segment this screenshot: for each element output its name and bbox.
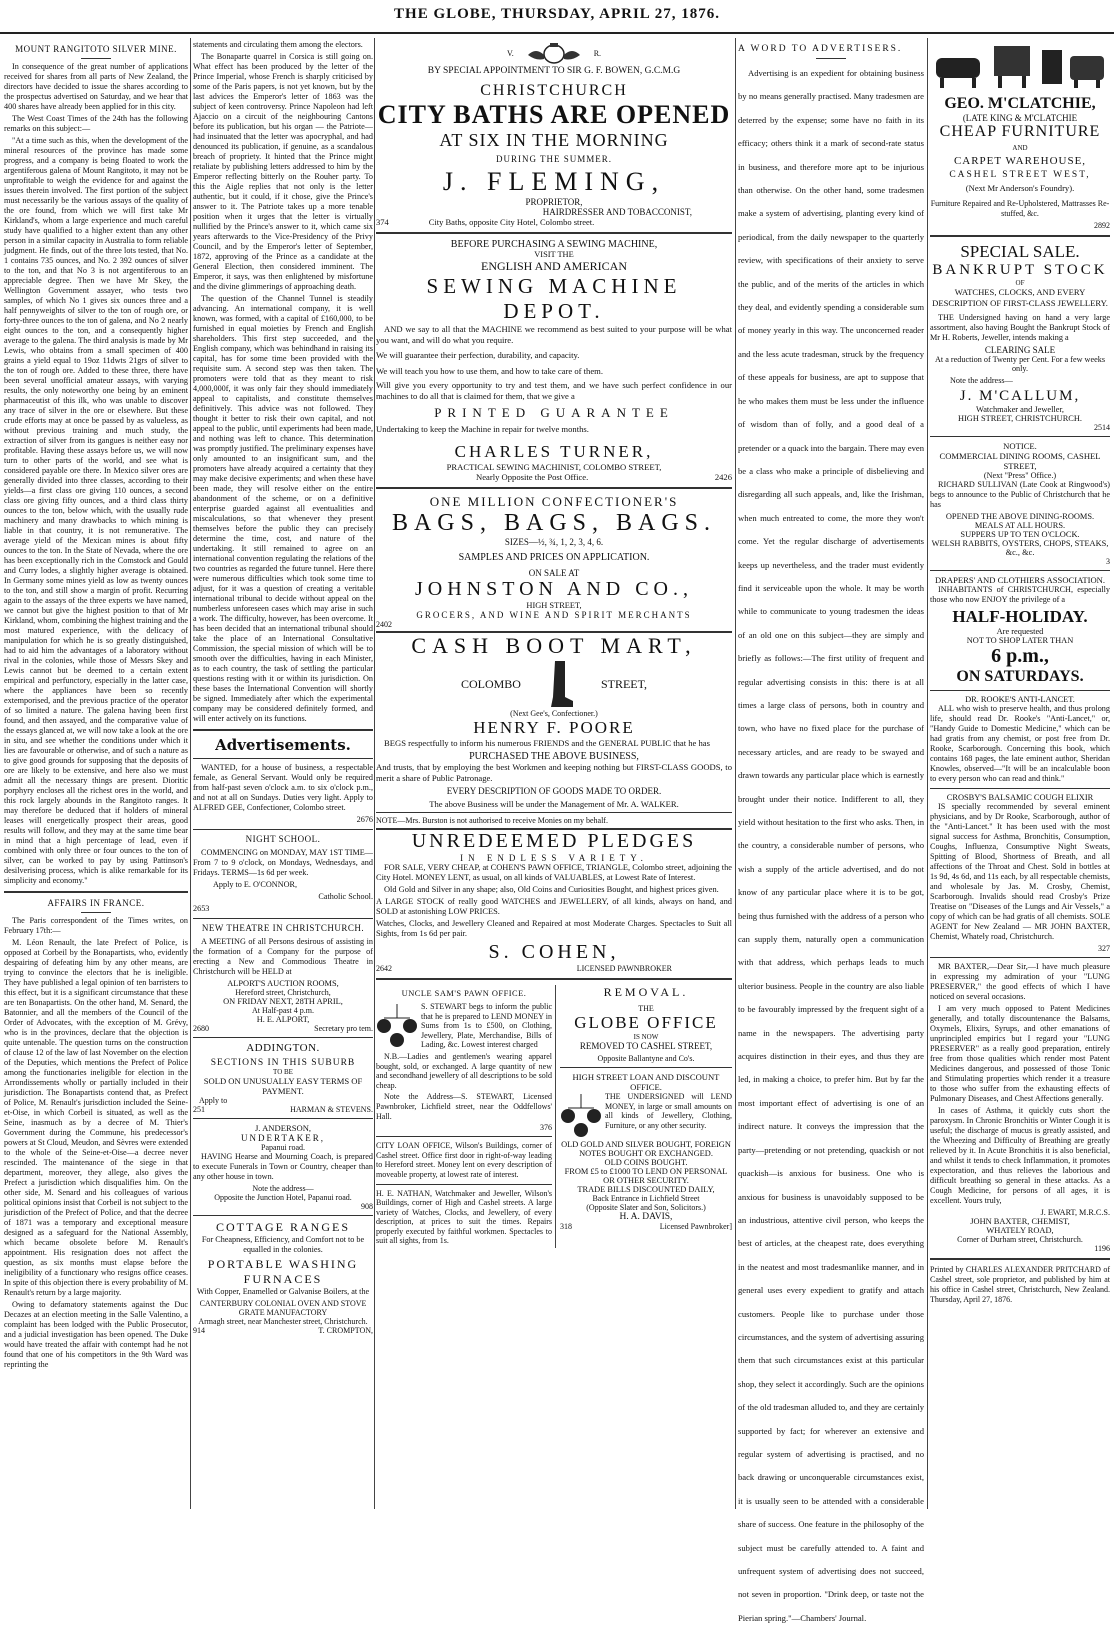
advert-text: (Next Mr Anderson's Foundry). — [965, 183, 1075, 193]
advert-text: SAMPLES AND PRICES ON APPLICATION. — [458, 552, 650, 563]
divider — [193, 1037, 373, 1038]
masthead: THE GLOBE, THURSDAY, APRIL 27, 1876. — [394, 6, 720, 22]
column-rule — [927, 38, 928, 1509]
article-paragraph: Advertising is an expedient for obtaining business by no means generally practised. Many tradesmen are deterred by the expense; some have no faith in its efficacy; others think it a mark of second-rate status in business, and therefore more apt to be injurious than otherwise. On the other hand, some tradesmen make a system of advertising, planting every kind of periodical, from the daily newspaper to the quarterly review, with specifications of their anxiety to serve the public, and of the merits of the articles in which they deal, and evidently spending a considerable sum of money yearly in this way. The unconcerned reader and the less acute tradesman, struck by the frequency of these appeals for business, are apt to suppose that he who makes them must be less under the influence of wisdom than of folly, and a good deal of a pretender or a quack into the bargain. There may even be a class who make a principle of disbelieving and disregarding all such appeals, and, like the Irishman, when much entreated to come, the more they won't come. Yet the regular discharge of advertisements keeps up nevertheless, and the trader must evidently find it serviceable upon the whole. It may be worth while to communicate to young tradesmen the ideas of an old one on this subject—they are simply and briefly as follows:—The first utility of frequent and regular advertising consists in this: there is at all times a large class of persons, both in country and town, who have no fixed place for the purchase of necessary articles, and are ready to be swayed and drawn towards any particular place which is earnestly brought under their notice. Indifferent to all, they yield without hesitation to the first who asks. Then, in the country, a considerable number of persons, who wish a supply of the article advertised, and do not know of any particular place where it is to be got, being thus furnished with the address of a person who can supply them, naturally open a communication with that address, which perhaps leads to much ulterior business. People in the country are also liable to be favourably impressed by the frequent sight of a name in the newspapers. The advertising party acquires distinction in their eyes, and thus they are led, in making a choice, to prefer him. But by far the most important effect of advertising is one of an indirect nature. It conveys the impression that the party—pretending or not pretending, quackish or not quackish—is anxious for business. One who is anxious for business is unavoidably supposed to be an industrious, attentive civil person, who keeps the best of articles, at the cheapest rate, does everything in the neatest and most tradesmanlike manner, and in general uses every expedient to gratify and attach customers. People like to purchase under those circumstances, and the system of advertising assuring them that such circumstances exist at this particular shop, they select it accordingly. Such are the opinions of the old tradesman alluded to, and they are certainly supported by fact; for wherever an extensive and regular system of advertising is practised, and no back drawing or unconquerable circumstances exist, it is usually seen to be attended with a considerable share of success. One feature in the philosophy of the subject must be carefully attended to. A faint and unfrequent system of advertising does not succeed, not seven in proportion. "Drink deep, or taste not the Pierian spring."—Chambers' Journal. — [738, 68, 924, 1623]
article-paragraph: The Paris correspondent of the Times writes, on February 17th:— — [4, 916, 188, 935]
advert-text: I am very much opposed to Patent Medicines generally, and totally discountenance the Balsams, Oxymels, Elixirs, Syrups, and other emanations of unprincipled empirics but I regard your "LUNG PRESERVER" as a really good preparation, entirely free from those qualities which render most Patent Medicines dangerous, and possessed of those Tonic and Stimulating properties which render it a treasure to those who suffer from the exhausting effects of Pulmonary Diseases, and Chest Affections generally. — [930, 1004, 1110, 1103]
advert-text: NOTE—Mrs. Burston is not authorised to receive Monies on my behalf. — [376, 812, 732, 825]
advert-number: 2402 — [376, 620, 392, 629]
column-5 — [930, 40, 1110, 1509]
advert-number: 251 — [193, 1105, 205, 1114]
section-title: Advertisements. — [215, 736, 351, 754]
advert-number: 908 — [361, 1202, 373, 1211]
advert-number: 2426 — [714, 472, 732, 482]
advert-text: And trusts, that by employing the best Workmen and keeping nothing but FIRST-CLASS GOODS, to merit a share of Public Patronage. — [376, 762, 732, 783]
advert-text: N.B.—Ladies and gentlemen's wearing apparel bought, sold, or exchanged. A large quantity of new and secondhand jewellery of all descriptions to be sold cheap. — [376, 1051, 552, 1090]
advert-title: J. FLEMING, — [442, 167, 666, 196]
advert-text: CLEARING SALE — [984, 345, 1056, 355]
column-3 — [376, 40, 732, 1509]
advert-text: HARMAN & STEVENS. — [290, 1105, 373, 1114]
advert-title: HENRY F. POORE — [473, 718, 635, 737]
advert-text: IN ENDLESS VARIETY. — [460, 853, 648, 863]
advert-title: REMOVAL. — [603, 985, 689, 999]
advert-text: NOT TO SHOP LATER THAN — [966, 636, 1074, 645]
advert-text: WANTED, for a house of business, a respectable female, as General Servant. Would only be required from half-past seven o'clock a.m. to six o'clock p.m., and not at all on Sundays. Duties very light. Apply to ALFRED GEE, Confectioner, Colombo street. — [193, 763, 373, 812]
advert-title: GLOBE OFFICE — [574, 1013, 718, 1032]
advert-text: RICHARD SULLIVAN (Late Cook at Ringwood's) begs to announce to the Public of Christchurch that he has — [930, 480, 1110, 509]
advert-title: S. COHEN, — [488, 941, 620, 963]
advert-text: PROPRIETOR, — [525, 197, 583, 207]
advert-number: 2676 — [356, 815, 373, 824]
divider — [81, 58, 111, 59]
advert-text: HAIRDRESSER AND TOBACCONIST, — [542, 207, 692, 217]
advert-text: H. E. NATHAN, Watchmaker and Jeweller, Wilson's Buildings, corner of High and Cashel streets. A large variety of Watches, Clocks, and Jewellery, of every description, at prices to suit the times. Repairs properly executed by faithful workmen. Spectacles to suit all sights, from 1s. — [376, 1188, 552, 1246]
boot-icon — [547, 659, 575, 709]
divider — [376, 487, 732, 489]
column-rule — [735, 38, 736, 1509]
advert-text: Back Entrance in Lichfield Street — [592, 1194, 700, 1203]
royal-cipher: V. — [506, 48, 514, 58]
article-paragraph: M. Léon Renault, the late Prefect of Police, is opposed at Corbeil by the Bonapartists, who, evidently despairing of defeating him by any other means, are trying to convince the electors that he is ineligible. They have published a legal opinion of ten barristers to this effect, but it is a significant circumstance that these are ten Bonapartists. On the other hand, M. Senard, the Batonnier, and all the members of the Council of the Order of Advocates, with the exception of M. Grévy, who is in the provinces, declare that the objection is quite untenable. The question turns on the construction of clause 12 of the law of last November on the election of the Deputies, which mentions the Prefect of Police among the functionaries ineligible for election in the Arrondissements wholly or partially included in their jurisdiction. The Bonapartists contend that, as Prefect of Police, M. Renault's jurisdiction included the Seine-et-Oise, in which Corbeil is situated, as well as the Seine, inasmuch as by a decree of M. Thier's Government during the Commune, his predecessor's powers at St Cloud, Meudon, and Sèvres were extended to the whole of the Seine-et-Oise—a decree never rescinded. The maintenance of the siege in that department, moreover, they allege, also gives the Prefect a jurisdiction which disqualifies him. On the other side, M. Senard and his colleagues of various political opinions insist that Corbeil is not subject to the jurisdiction of the Prefect of Police, and that the decree of 1871 was a temporary and exceptional measure designed as a safeguard for the National Assembly, which became obsolete before M. Renault's appointment. His resignation does not affect the question, as six months must elapse before the ineligibility of a functionary who resigns office ceases. In spite of this objection there is every probability of M. Renault's return by a large majority. — [4, 938, 188, 1297]
divider — [81, 912, 111, 913]
advert-text: VISIT THE — [534, 250, 574, 259]
advert-text: Licensed Pawnbroker] — [659, 1222, 732, 1231]
advert-title: AT SIX IN THE MORNING — [439, 130, 669, 150]
masthead-rule — [0, 32, 1114, 34]
article-paragraph: In consequence of the great number of applications received for shares from all parts of New Zealand, the directors have decided to issue the shares according to the prospectus advertised on Saturday, and we hear that 400 shares have already been applied for in this city. — [4, 62, 188, 111]
advert-number: 376 — [540, 1123, 552, 1133]
article-paragraph: The question of the Channel Tunnel is steadily advancing. An international company, it is well known, was formed, with a capital of £160,000, to be furnished in equal moieties by French and English shareholders. This first step succeeded, and the English company, which was behindhand in raising its capital, has for some time been provided with the requisite sum. A second step was then taken. The promoters were told that as they meant to risk 4,000,000f, it was only fair they should immediately appeal to capitalists, and constitute themselves definitively. This advice was not followed. They thought it better to risk their own capital, and not appeal to the public, until experiments had been made, and nothing was left to chance. This determination was promptly justified. The preliminary expenses have only amounted to an insignificant sum, and the promoters have already acquired a certainty that they may make decisive experiments; and when these have been made, they will resolve either on the entire abandonment of the scheme, or on a definitive enterprise guarded against all eventualities and miscalculations, so that whenever they present themselves before the public they can precisely determine the time, cost, and nature of the undertaking. It still remained to agree on an international convention regulating the relations of the two countries as regarded the future tunnel. Here there were numerous difficulties which took some time to adjust, for it was a question of creating a veritable international tribunal to decide without appeal on the numberless unforeseen cases which may arise in such a work. The difficulty, however, has been overcome. It has been decided that an international tribunal should take the place of an International Consultative Commission, the special mission of which will be to smooth over the difficulties, having in each Minister, as to each country, the task of settling the particular questions resting with it or within its jurisdiction. On these bases the International Convention will shortly be signed. Immediately after which the experimental company may be considered definitely formed, and will enter actively on its functions. — [193, 294, 373, 723]
advert-text: OPENED THE ABOVE DINING-ROOMS. — [945, 512, 1095, 521]
advert-text: Note the address— — [252, 1184, 314, 1193]
advert-number: 2680 — [193, 1024, 209, 1033]
advert-text: IS NOW — [633, 1033, 659, 1041]
advert-text: PURCHASED THE ABOVE BUSINESS, — [469, 751, 639, 762]
advert-text: Secretary pro tem. — [314, 1024, 373, 1033]
divider — [193, 829, 373, 830]
furniture-illustration-icon — [930, 40, 1108, 90]
advert-text: ON FRIDAY NEXT, 28TH APRIL, — [223, 997, 343, 1006]
advert-text: CITY LOAN OFFICE, Wilson's Buildings, corner of Cashel street. Office first door in right-of-way leading to Hereford street. Money lent on every description of moveable property, at lowest rate of interest. — [376, 1141, 552, 1179]
advert-text: HAVING Hearse and Mourning Coach, is prepared to execute Funerals in Town or Country, cheaper than any other house in town. — [193, 1152, 373, 1181]
advert-text: (LATE KING & M'CLATCHIE — [962, 113, 1078, 123]
divider — [376, 1184, 552, 1185]
advert-text: Opposite the Junction Hotel, Papanui road. — [214, 1193, 352, 1202]
royal-arms — [376, 40, 732, 66]
advert-number: 374 — [376, 217, 389, 227]
advert-text: J. EWART, M.R.C.S. — [1040, 1208, 1110, 1217]
advert-title: CARPET WAREHOUSE, — [953, 155, 1087, 167]
advert-text: Armagh street, near Manchester street, Christchurch. — [198, 1317, 368, 1326]
advert-text: The above Business will be under the Management of Mr. A. WALKER. — [429, 799, 679, 809]
divider — [930, 436, 1110, 437]
advert-text: Nearly Opposite the Post Office. — [476, 472, 589, 482]
advert-number: 2514 — [1094, 423, 1110, 432]
advert-text: CANTERBURY COLONIAL OVEN AND STOVE GRATE MANUFACTORY — [199, 1299, 367, 1317]
advert-text: BEFORE PURCHASING A SEWING MACHINE, — [450, 239, 658, 250]
advert-text: COMMERCIAL DINING ROOMS, CASHEL STREET, — [939, 451, 1101, 471]
advert-title: COTTAGE RANGES — [215, 1220, 351, 1234]
advert-text: Will give you every opportunity to try and test them, and we have such perfect confidence in our machines to do all that is claimed for them, that we give a — [376, 380, 732, 401]
column-1 — [4, 40, 188, 1509]
advert-text: A MEETING of all Persons desirous of assisting in the formation of a Company for the purpose of erecting a New and Commodious Theatre in Christchurch will be HELD at — [193, 937, 373, 976]
advert-text: THE — [638, 1004, 654, 1013]
divider — [193, 758, 373, 759]
advert-text: Old Gold and Silver in any shape; also, Old Coins and Curiosities Bought, and highest prices given. — [384, 885, 719, 894]
advert-text: MR BAXTER,—Dear Sir,—I have much pleasure in expressing my admiration of your "LUNG PRESERVER," the good effects of which I have noticed on several occasions. — [930, 962, 1110, 1001]
advert-text: WATCHES, CLOCKS, AND EVERY DESCRIPTION OF FIRST-CLASS JEWELLERY. — [932, 287, 1108, 308]
advert-number: 2642 — [376, 964, 392, 973]
advert-number: 327 — [1098, 944, 1110, 953]
advert-text: TRADE BILLS DISCOUNTED DAILY, — [577, 1185, 715, 1194]
advert-title: NEW THEATRE IN CHRISTCHURCH. — [201, 923, 365, 933]
article-paragraph: statements and circulating them among the electors. — [193, 40, 363, 49]
divider — [376, 232, 732, 234]
advert-text: Furniture Repaired and Re-Upholstered, Mattrasses Re-stuffed, &c. — [930, 199, 1110, 218]
advert-text: ALL who wish to preserve health, and thus prolong life, should read Dr. Rooke's "Anti-Lancet," or, "Handy Guide to Domestic Medicine," which can be had gratis from any chemist, or post free from Dr. Rooke, Scarborough. Concerning this book, which contains 168 pages, the late eminent author, Sheridan Knowles, observed—"It will be an incalculable boon to every person who can read and think." — [930, 704, 1110, 783]
advert-text: LICENSED PAWNBROKER — [576, 964, 672, 973]
advert-text: COMMENCING on MONDAY, MAY 1ST TIME—From 7 to 9 o'clock, on Mondays, Wednesdays, and Fridays. TERMS—1s 6d per week. — [193, 848, 373, 877]
advert-text: AND — [1012, 144, 1028, 152]
advert-title: NOTICE. — [1003, 441, 1037, 451]
advert-title: DR. ROOKE'S ANTI-LANCET. — [965, 695, 1075, 704]
advert-text: SOLD ON UNUSUALLY EASY TERMS OF PAYMENT. — [203, 1076, 363, 1096]
advert-title: BAGS, BAGS, BAGS. — [391, 510, 717, 536]
divider — [930, 788, 1110, 789]
advert-text: Hereford street, Christchurch, — [235, 988, 331, 997]
advert-text: COLOMBO — [460, 676, 521, 691]
advert-number: 3 — [1106, 557, 1110, 566]
advert-number: 914 — [193, 1326, 205, 1335]
advert-text: Catholic School. — [318, 892, 373, 901]
pawnbroker-balls-icon — [560, 1092, 602, 1140]
advert-text: SUPPERS UP TO TEN O'CLOCK. — [960, 530, 1080, 539]
advert-text: THE Undersigned having on hand a very large assortment, also having Bought the Bankrupt Stock of Mr H. Roberts, Jeweller, intends making a — [930, 313, 1110, 342]
divider — [930, 1258, 1110, 1260]
divider — [193, 918, 373, 919]
advert-text: Papanui road. — [261, 1143, 305, 1152]
advert-title: JOHNSTON AND CO., — [415, 578, 693, 600]
advert-title: UNDERTAKER, — [241, 1133, 325, 1143]
advert-title: 6 p.m., — [991, 645, 1049, 667]
divider — [930, 570, 1110, 571]
divider — [193, 1118, 373, 1119]
divider — [376, 1136, 552, 1137]
advert-text: We will guarantee their perfection, durability, and capacity. — [376, 350, 580, 360]
advert-title: BANKRUPT STOCK — [932, 262, 1108, 278]
advert-text: Undertaking to keep the Machine in repair for twelve months. — [376, 424, 589, 434]
coat-of-arms-icon — [524, 41, 584, 65]
advert-title: HIGH STREET LOAN AND DISCOUNT OFFICE. — [572, 1072, 720, 1092]
advert-text: REMOVED TO CASHEL STREET, — [579, 1041, 713, 1051]
advert-title: HALF-HOLIDAY. — [952, 607, 1088, 626]
advert-text: HIGH STREET, CHRISTCHURCH. — [957, 414, 1083, 423]
advert-text: IS specially recommended by several eminent physicians, and by Dr Rooke, Scarborough, author of the "Anti-Lancet." It has been used with the most signal success for Asthma, Bronchitis, Consumption, Coughs, Influenza, Consumptive Night Sweats, Spitting of Blood, Shortness of Breath, and all affections of the Throat and Chest. Sold in bottles at 1s 9d, 4s 6d, and 11s each, by all respectable chemists, and wholesale by Jas. M. Crosby, Chemist, Scarborough. Invalids should read Crosby's Prize Treatise on "Diseases of the Lungs and Air Vessels," a copy of which can be had gratis of all chemists. SOLE AGENT for New Zealand — MR JOHN BAXTER, Chemist, Whately road, Christchurch. — [930, 802, 1110, 941]
advert-text: AND we say to all that the MACHINE we recommend as best suited to your purpose will be what you want, and will do what you require. — [376, 324, 732, 345]
divider — [930, 235, 1110, 237]
advert-text: Watchmaker and Jeweller, — [975, 405, 1065, 414]
divider — [930, 957, 1110, 958]
advert-text: (Next "Press" Office.) — [983, 471, 1057, 480]
advert-text: (Opposite Slater and Son, Solicitors.) — [586, 1203, 706, 1212]
article-title: A WORD TO ADVERTISERS. — [738, 44, 903, 54]
advert-text: PRACTICAL SEWING MACHINIST, COLOMBO STREET, — [446, 462, 662, 472]
advert-text: H. E. ALPORT, — [256, 1015, 310, 1024]
advert-text: For Cheapness, Efficiency, and Comfort not to be equalled in the colonies. — [201, 1235, 365, 1254]
advert-text: We will teach you how to use them, and how to take care of them. — [376, 366, 603, 376]
advert-text: MEALS AT ALL HOURS. — [974, 521, 1066, 530]
advert-title: DRAPERS' AND CLOTHIERS ASSOCIATION. — [934, 575, 1106, 585]
divider — [560, 1067, 732, 1068]
advert-text: Are requested — [996, 627, 1044, 636]
advert-title: CROSBY'S BALSAMIC COUGH ELIXIR — [946, 793, 1094, 802]
advert-text: (Next Gee's, Confectioner.) — [510, 709, 598, 718]
advert-text: Opposite Ballantyne and Co's. — [597, 1054, 695, 1063]
advert-text: SECTIONS IN THIS SUBURB — [210, 1058, 356, 1068]
advert-text: In cases of Asthma, it quickly cuts short the paroxysm. In Chronic Bronchitis or Winter Cough it is useful; the discharge of mucus is greatly assisted, and the Wheezing and Difficulty of Breathing are greatly relieved by it. In Acute Bronchitis it is also beneficial, and whilst it tends to check Inflammation, it promotes expectoration, and thus relieves the laborious and difficult breathing so general in these attacks. As a Cough Medicine, for persons of all ages, it is excellent. Yours truly, — [930, 1106, 1110, 1205]
column-rule — [190, 38, 191, 1509]
advert-text: FOR SALE, VERY CHEAP, at COHEN'S PAWN OFFICE, TRIANGLE, Colombo street, adjoining the City Hotel. MONEY LENT, as usual, on all kinds of VALUABLES, at Lowest Rate of Interest. — [376, 863, 732, 882]
advert-title: CHRISTCHURCH — [480, 82, 628, 99]
advert-text: Watches, Clocks, and Jewellery Cleaned and Repaired at most Moderate Charges. Spectacles to Suit all Sights, from 1s 6d per pair. — [376, 919, 732, 938]
advert-title: CITY BATHS ARE OPENED — [377, 100, 731, 129]
divider — [4, 891, 188, 893]
advert-title: UNCLE SAM'S PAWN OFFICE. — [401, 989, 527, 998]
advert-text: Note the Address—S. STEWART, Licensed Pawnbroker, Lichfield street, near the Oddfellows' Hall. — [376, 1092, 552, 1121]
advert-text: TO BE — [273, 1068, 293, 1076]
advert-title: GEO. M'CLATCHIE, — [944, 95, 1096, 112]
column-2 — [193, 40, 373, 1509]
advert-text: CASHEL STREET WEST, — [949, 170, 1091, 180]
article-paragraph: Owing to defamatory statements against the Duc Decazes at an election meeting in the Salle Valentino, a complaint has been lodged with the Public Prosecutor, and a judicial investigation has been opened. The Duke would have treated the affair with contempt had he not found that one of his competitors in the 9th Ward was reprinting the — [4, 1300, 188, 1369]
divider — [930, 690, 1110, 691]
advert-text: With Copper, Enamelled or Galvanise Boilers, at the — [196, 1287, 370, 1296]
advert-number: 2653 — [193, 904, 210, 913]
divider — [816, 58, 846, 59]
advert-title: ON SATURDAYS. — [956, 668, 1084, 685]
advert-text: OLD GOLD AND SILVER BOUGHT, FOREIGN NOTES BOUGHT OR EXCHANGED. — [561, 1140, 731, 1158]
article-title: AFFAIRS IN FRANCE. — [47, 898, 145, 908]
advert-title: CHARLES TURNER, — [454, 442, 654, 461]
advert-text: THE UNDERSIGNED will LEND MONEY, in large or small amounts on all kinds of Jewellery, Clothing, Furniture, or any other security. — [605, 1092, 732, 1130]
advert-number: 2892 — [1094, 221, 1110, 230]
advert-text: EVERY DESCRIPTION OF GOODS MADE TO ORDER. — [446, 786, 662, 796]
advert-text: DURING THE SUMMER. — [495, 154, 613, 164]
article-title: MOUNT RANGITOTO SILVER MINE. — [15, 44, 177, 54]
advert-text: FROM £5 to £1000 TO LEND ON PERSONAL OR OTHER SECURITY. — [564, 1167, 728, 1185]
advert-text: JOHN BAXTER, CHEMIST, — [970, 1217, 1070, 1226]
advert-text: H. A. DAVIS, — [619, 1212, 673, 1222]
advert-text: STREET, — [600, 676, 648, 691]
advert-title: NIGHT SCHOOL. — [245, 834, 321, 844]
advert-text: Apply to E. O'CONNOR, — [213, 880, 298, 889]
advert-title: ENGLISH AND AMERICAN — [480, 259, 627, 273]
article-paragraph: The West Coast Times of the 24th has the following remarks on this subject:— — [4, 114, 188, 133]
advert-number: 318 — [560, 1222, 572, 1231]
advert-text: BEGS respectfully to inform his numerous FRIENDS and the GENERAL PUBLIC that he has — [384, 738, 710, 748]
advert-text: J. ANDERSON, — [254, 1123, 312, 1133]
column-rule — [374, 38, 375, 1509]
advert-text: OF — [1015, 279, 1025, 287]
advert-text: GROCERS, AND WINE AND SPIRIT MERCHANTS — [416, 610, 692, 620]
advert-text: At a reduction of Twenty per Cent. For a few weeks only. — [934, 355, 1106, 373]
article-paragraph: The Bonaparte quarrel in Corsica is still going on. What effect has been produced by the letter of the Prince Imperial, whose French is sharply criticised by some of the Paris papers, is not yet known, but by the last advices the Emperor's letter of 1863 was the subject of keen controversy. Prince Napoleon had left Ajaccio on a circuit of the neighbouring Cantons before its publication, but his organ — the Patriote—had insinuated that the letter was apocryphal, and had denounced its publication, if genuine, as a scandalous breach of propriety. It hinted that the Prince might retaliate by publishing letters addressed to him by the Emperor reflecting bitterly on the Rouher party. To this the Aigle replies that not only is the letter authentic, but it could, if it chose, give the Prince's answer to it. The Patriote takes up a more tenable position when it urges that the letter is virtually nullified by the Prince's answer to it, which came six years afterwards to the Vice-Presidency of the Privy Council, and by the Emperor's letter of September, 1872, approving of the Prince as a candidate at the General Election, then considered imminent. The Emperor, it says, was then enlightened by misfortune and the divine glimmerings of approaching death. — [193, 52, 373, 291]
column-4 — [738, 40, 924, 1623]
advert-title: SEWING MACHINE DEPOT. — [426, 274, 682, 323]
advert-title: PRINTED GUARANTEE — [434, 405, 674, 420]
divider — [193, 729, 373, 731]
royal-cipher: R. — [593, 48, 602, 58]
advert-text: At Half-past 4 p.m. — [252, 1006, 314, 1015]
advert-title: PORTABLE WASHING FURNACES — [207, 1257, 359, 1286]
advert-text: Corner of Durham street, Christchurch. — [957, 1235, 1083, 1244]
pawnbroker-balls-icon — [376, 1002, 418, 1050]
advert-text: HIGH STREET, — [526, 601, 582, 610]
advert-text: City Baths, opposite City Hotel, Colombo street. — [428, 217, 595, 227]
printer-imprint: Printed by CHARLES ALEXANDER PRITCHARD of Cashel street, sole proprietor, and published by him at his office in Cashel street, Christchurch, New Zealand. Thursday, April 27, 1876. — [930, 1265, 1110, 1304]
advert-text: SIZES—½, ¾, 1, 2, 3, 4, 6. — [504, 537, 604, 547]
advert-title: CHEAP FURNITURE — [939, 123, 1101, 140]
divider — [193, 1215, 373, 1216]
advert-text: ALPORT'S AUCTION ROOMS, — [227, 979, 339, 988]
advert-text: S. STEWART begs to inform the public that he is prepared to LEND MONEY in Sums from 1s to £500, on Clothing, Jewellery, Plate, Merchandise, Bills of Lading, &c. Lowest interest charged — [421, 1002, 552, 1050]
advert-title: J. M'CALLUM, — [959, 388, 1081, 404]
divider — [376, 978, 732, 980]
advert-text: OLD COINS BOUGHT. — [604, 1158, 688, 1167]
advert-title: SPECIAL SALE. — [960, 242, 1080, 261]
advert-text: Note the address— — [950, 376, 1013, 385]
advert-text: WHATELY ROAD, — [986, 1226, 1054, 1235]
advert-text: WELSH RABBITS, OYSTERS, CHOPS, STEAKS, &c., &c. — [931, 539, 1109, 557]
advert-title: UNREDEEMED PLEDGES — [376, 828, 732, 853]
advert-text: INHABITANTS of CHRISTCHURCH, especially those who now ENJOY the privilege of a — [930, 585, 1110, 604]
advert-number: 1196 — [1094, 1244, 1110, 1253]
advert-title: CASH BOOT MART, — [376, 631, 732, 659]
advert-text: BY SPECIAL APPOINTMENT TO SIR G. F. BOWEN, G.C.M.G — [427, 66, 681, 76]
advert-text: T. CROMPTON, — [318, 1326, 373, 1335]
advert-title: ADDINGTON. — [246, 1042, 320, 1054]
article-paragraph: "At a time such as this, when the development of the mineral resources of the province has made some progress, and a company is being floated to work the argentiferous galena of Mount Rangitoto, it may not be unprofitable to weigh the evidence for and against the issues therein involved. The first portion of the subject must necessarily be the various assays of the quality of the ore found, from which we will first take Mr Kirkland's, whom a large experience and much careful study have qualified to a higher extent than any other person in a similar capacity in Australia to form reliable judgment. He finds, out of the three lots tested, that No. 1 contains 735 ounces, and No. 2 392 ounces of silver to the ton, and that No 3 is not argentiferous to an appreciable degree. Then we have Mr Skey, the Wellington Government assayer, who tests two samples, of which No 1 gives six ounces three and a half pennyweights of silver to the ton of rough ore, or forty-three ounces to the ton of galena, and No 2 nearly eight ounces to the ton, and a consequently higher average to the galena. The third analysis is made by Mr Lewis, who obtains from a small specimen of 400 grains a yield equal to 19oz 11dwts 21grs of silver to the ton of rough ore. Added to these three, there have been several unofficial amateur assays, with varying results, the only noteworthy one being by an eminent pharmaceutist of this ilk, who was unable to discover any trace of silver in the ore or elsewhere. But these crude efforts may at once be passed by as valueless, as without previous training and much study, the extraction of silver from its gangues is neither easy nor profitable. Having these assays before us, we will now turn to other parts of the world, and see what is considered payable ore there. In Mexico silver ores are generally divided into three classes, according to their yields—a first class ore giving 110 ounces, a second class ore giving fifty ounces, and a third class thirty ounces to the ton, below which, with the usually rude machinery and many drawbacks to which mining is liable in that country, it is not remunerative. The average yield of the Mexican mines is about fifty ounces to the ton. In the State of Nevada, where the ore has been exceptionally rich in the Comstock and Gould and Curry lodes, a slightly higher average is obtained. In Germany some mines yield as low as twenty ounces to the ton, and still show a margin of profit. Recurring again to the assays of the three experts we have named, we cannot but give the highest position to that of Mr Kirkland, whom, combining the highest training and the most matured experience, with the delicacy of manipulation for which he is so greatly distinguished, had to aid him the advantages of a laboratory without rival in the colonies, while those of Messrs Skey and Lewis cannot but be deemed to a certain extent empirical and perfunctory, especially in the latter case, where the appliances have been so recently extemporised, and the previous practice of the operator of so limited a nature. The galena having been first found, and then assayed, and the comparative value of the essays glanced at, we will now take a look at the ore in situ, and see whether the conditions under which it lies are favourable or otherwise, and of such a nature as to give good grounds for supposing that the deposits of ore are likely to be extensive, and here also we must admit all the necessary things are present. Dioritic porphyry encloses all the richest ores in the world, and this rock largely abounds in the Rangitoto ranges. It may therefore be deduced that if holders of mineral leases will energetically prospect their areas, good results will follow, and they may at the same time bear in mind that a high percentage of lead, even if combined with only three or four ounces to the ton of silver, can be worked to pay by using Pattinson's desilverising process, which is alike remarkable for its simplicity and economy." — [4, 136, 188, 885]
advert-text: A LARGE STOCK of really good WATCHES and JEWELLERY, of all kinds, always on hand, and SOLD at astonishing LOW PRICES. — [376, 897, 732, 916]
advert-text: Apply to — [199, 1096, 228, 1105]
advert-text: ON SALE AT — [528, 568, 580, 578]
advert-title: ONE MILLION CONFECTIONER'S — [429, 494, 679, 509]
